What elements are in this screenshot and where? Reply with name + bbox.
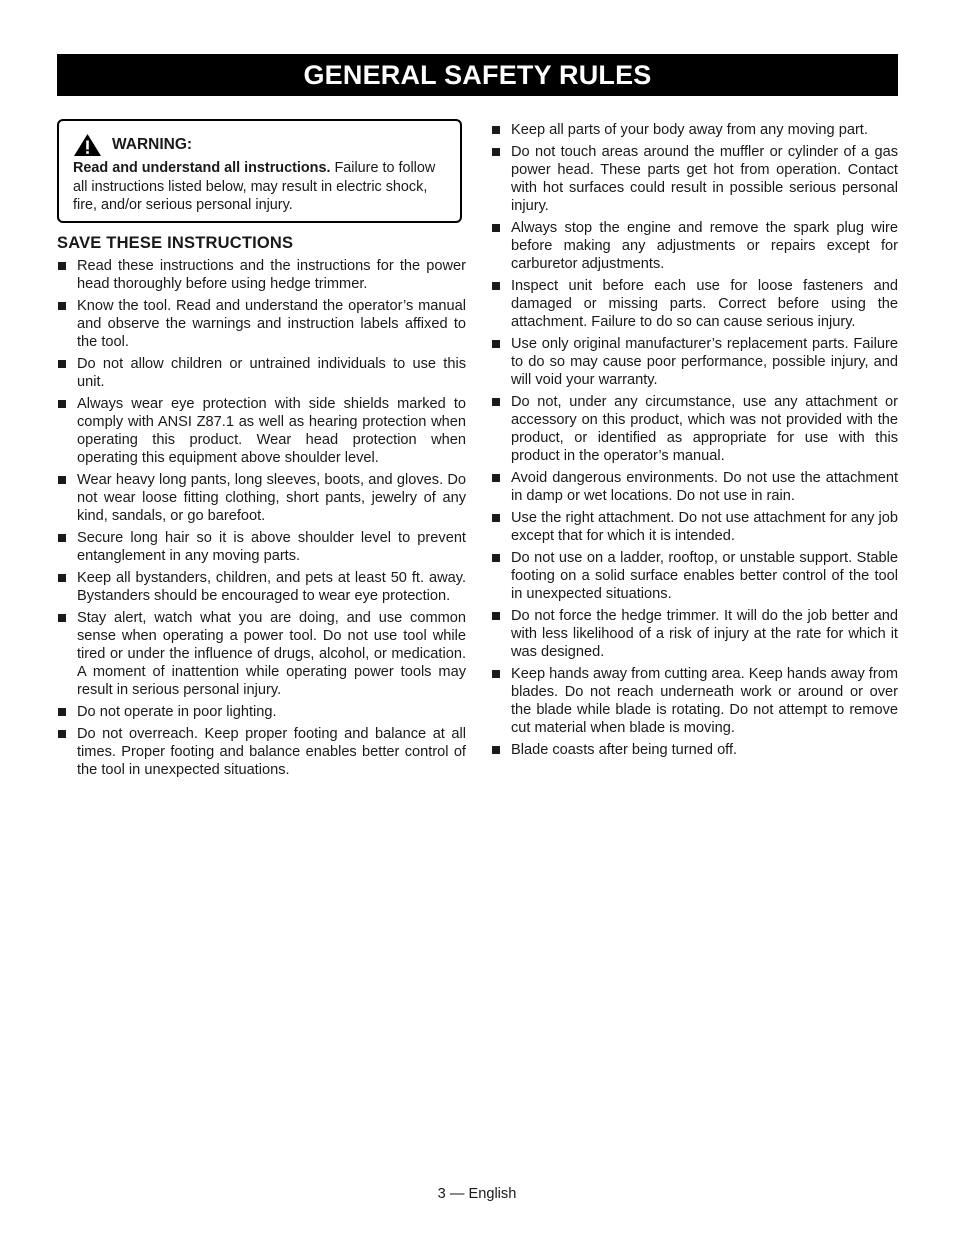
list-item [491,607,898,661]
square-bullet-icon [492,554,500,562]
warning-title: WARNING: [112,136,193,153]
square-bullet-icon [492,282,500,290]
list-item-text: Keep hands away from cutting area. Keep hands away from blades. Do not reach underneath work or around or over the blade while blade is rotating. Do not attempt to remove cut material when blade is moving. [511,666,898,736]
right-bullet-list [491,121,898,759]
list-item [491,219,898,273]
square-bullet-icon [58,708,66,716]
list-item-text: Do not operate in poor lighting. [77,703,277,720]
list-item-text: Stay alert, watch what you are doing, and use common sense when operating a power tool. Do not use tool while tired or under the influence of drugs, alcohol, or medication. A moment of inattention while operating power tools may result in serious personal injury. [77,609,466,698]
list-item-text: Use only original manufacturer’s replacement parts. Failure to do so may cause poor performance, possible injury, and will void your warranty. [511,336,898,388]
list-item-text: Do not use on a ladder, rooftop, or unstable support. Stable footing on a solid surface enables better control of the tool in unexpected situations. [511,550,898,602]
square-bullet-icon [492,514,500,522]
square-bullet-icon [492,340,500,348]
warning-body: Failure to follow all instructions listed below, may result in electric shock, fire, and/or serious personal injury. [73,160,436,213]
list-item [491,509,898,545]
list-item [57,569,466,605]
list-item-text: Read these instructions and the instructions for the power head thoroughly before using hedge trimmer. [77,257,466,292]
page-title-banner [57,54,898,96]
left-bullet-list [57,257,466,779]
list-item-text: Do not, under any circumstance, use any attachment or accessory on this product, which was not provided with the product, or identified as appropriate for use with this product in the operator’s manual. [511,394,898,464]
list-item [57,529,466,565]
list-item-text: Wear heavy long pants, long sleeves, boots, and gloves. Do not wear loose fitting clothing, short pants, jewelry of any kind, sandals, or go barefoot. [77,471,466,524]
page-footer: 3 — English [437,1186,517,1202]
list-item [491,741,898,759]
list-item-text: Use the right attachment. Do not use attachment for any job except that for which it is intended. [511,510,898,544]
list-item-text: Always wear eye protection with side shields marked to comply with ANSI Z87.1 as well as hearing protection when operating this product. Wear head protection when operating this equipment above shoulder level. [77,395,466,466]
page-title: GENERAL SAFETY RULES [303,60,652,90]
list-item [57,471,466,525]
warning-lead: Read and understand all instructions. [73,160,331,176]
square-bullet-icon [492,670,500,678]
square-bullet-icon [58,400,66,408]
list-item [57,297,466,351]
warning-text [73,159,446,215]
list-item [491,549,898,603]
list-item-text: Secure long hair so it is above shoulder level to prevent entanglement in any moving parts. [77,529,466,564]
list-item [57,703,466,721]
square-bullet-icon [58,262,66,270]
list-item [57,257,466,293]
list-item-text: Do not force the hedge trimmer. It will do the job better and with less likelihood of a risk of injury at the rate for which it was designed. [511,608,898,660]
square-bullet-icon [492,148,500,156]
square-bullet-icon [492,612,500,620]
square-bullet-icon [58,574,66,582]
list-item [491,393,898,465]
list-item-text: Do not touch areas around the muffler or cylinder of a gas power head. These parts get hot from operation. Contact with hot surfaces could result in possible serious personal injury. [511,144,898,214]
left-column [57,119,466,783]
right-column [491,121,898,763]
list-item [491,277,898,331]
list-item [491,665,898,737]
list-item-text: Keep all bystanders, children, and pets at least 50 ft. away. Bystanders should be encouraged to wear eye protection. [77,569,466,604]
list-item-text: Do not allow children or untrained individuals to use this unit. [77,355,466,390]
square-bullet-icon [58,360,66,368]
save-instructions-heading: SAVE THESE INSTRUCTIONS [57,233,294,252]
list-item-text: Keep all parts of your body away from any moving part. [511,122,868,138]
list-item-text: Inspect unit before each use for loose fasteners and damaged or missing parts. Correct before using the attachment. Failure to do so can cause serious injury. [511,278,898,330]
list-item [491,469,898,505]
square-bullet-icon [492,126,500,134]
square-bullet-icon [492,746,500,754]
list-item [491,143,898,215]
square-bullet-icon [492,224,500,232]
square-bullet-icon [492,398,500,406]
square-bullet-icon [492,474,500,482]
list-item-text: Know the tool. Read and understand the operator’s manual and observe the warnings and instruction labels affixed to the tool. [77,297,466,350]
list-item [491,335,898,389]
list-item [57,395,466,467]
list-item-text: Always stop the engine and remove the spark plug wire before making any adjustments or repairs except for carburetor adjustments. [511,220,898,272]
square-bullet-icon [58,302,66,310]
square-bullet-icon [58,534,66,542]
list-item [57,725,466,779]
warning-box [57,119,462,223]
square-bullet-icon [58,614,66,622]
list-item [57,609,466,699]
list-item [491,121,898,139]
list-item-text: Do not overreach. Keep proper footing and balance at all times. Proper footing and balance enables better control of the tool in unexpected situations. [77,725,466,778]
list-item-text: Blade coasts after being turned off. [511,742,738,758]
warning-header [73,133,446,157]
list-item [57,355,466,391]
warning-triangle-icon [73,133,102,157]
list-item-text: Avoid dangerous environments. Do not use the attachment in damp or wet locations. Do not use in rain. [511,470,898,504]
square-bullet-icon [58,476,66,484]
square-bullet-icon [58,730,66,738]
